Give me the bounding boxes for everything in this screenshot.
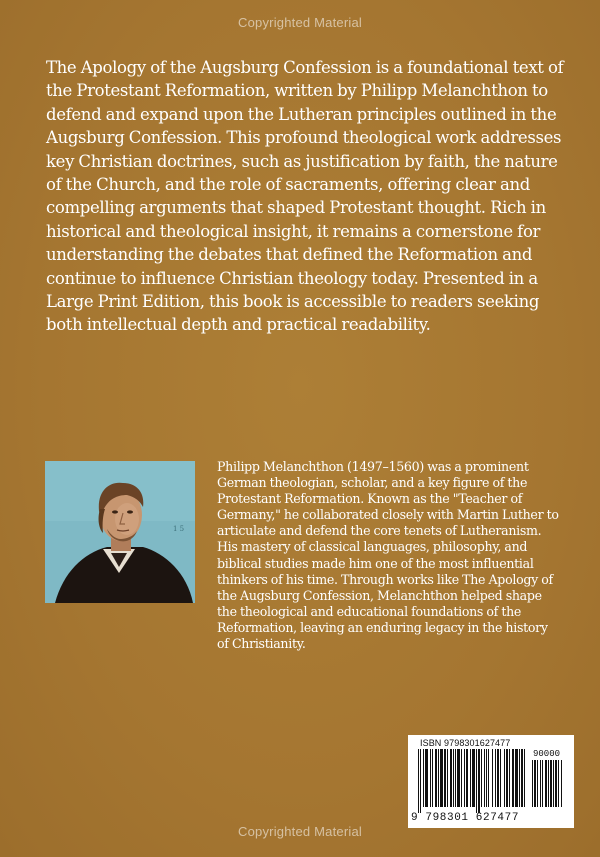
author-bio: Philipp Melanchthon (1497–1560) was a prominent German theologian, scholar, and a key figure of the Protestant Reformation. Known as the "Teacher of Germany," he collaborated closely with Martin Luther to articulate and defend the core tenets of Lutheranism. His mastery of classical languages, philosophy, and biblical studies made him one of the most influential thinkers of his time. Through works like The Apology of the Augsburg Confession, Melanchthon helped shape the theological and educational foundations of the Reformation, leaving an enduring legacy in the history of Christianity. (217, 459, 559, 652)
price-code: 90000 (533, 749, 561, 759)
barcode-bars (418, 749, 526, 813)
isbn-barcode (408, 735, 574, 828)
isbn-digits: 9 798301 627477 (411, 812, 520, 824)
book-description: The Apology of the Augsburg Confession is a foundational text of the Protestant Reformation, written by Philipp Melanchthon to defend and expand upon the Lutheran principles outlined in the Augsburg Confession. This profound theological work addresses key Christian doctrines, such as justification by faith, the nature of the Church, and the role of sacraments, offering clear and compelling arguments that shaped Protestant thought. Rich in historical and theological insight, it remains a cornerstone for understanding the debates that defined the Reformation and continue to influence Christian theology today. Presented in a Large Print Edition, this book is accessible to readers seeking both intellectual depth and practical readability. (46, 58, 564, 335)
watermark-bottom: Copyrighted Material (238, 824, 362, 839)
watermark-top: Copyrighted Material (238, 15, 362, 30)
svg-text:1 5: 1 5 (173, 525, 185, 533)
author-portrait-icon (45, 461, 195, 603)
isbn-label: ISBN 9798301627477 (420, 738, 511, 748)
price-barcode-bars (532, 760, 568, 813)
